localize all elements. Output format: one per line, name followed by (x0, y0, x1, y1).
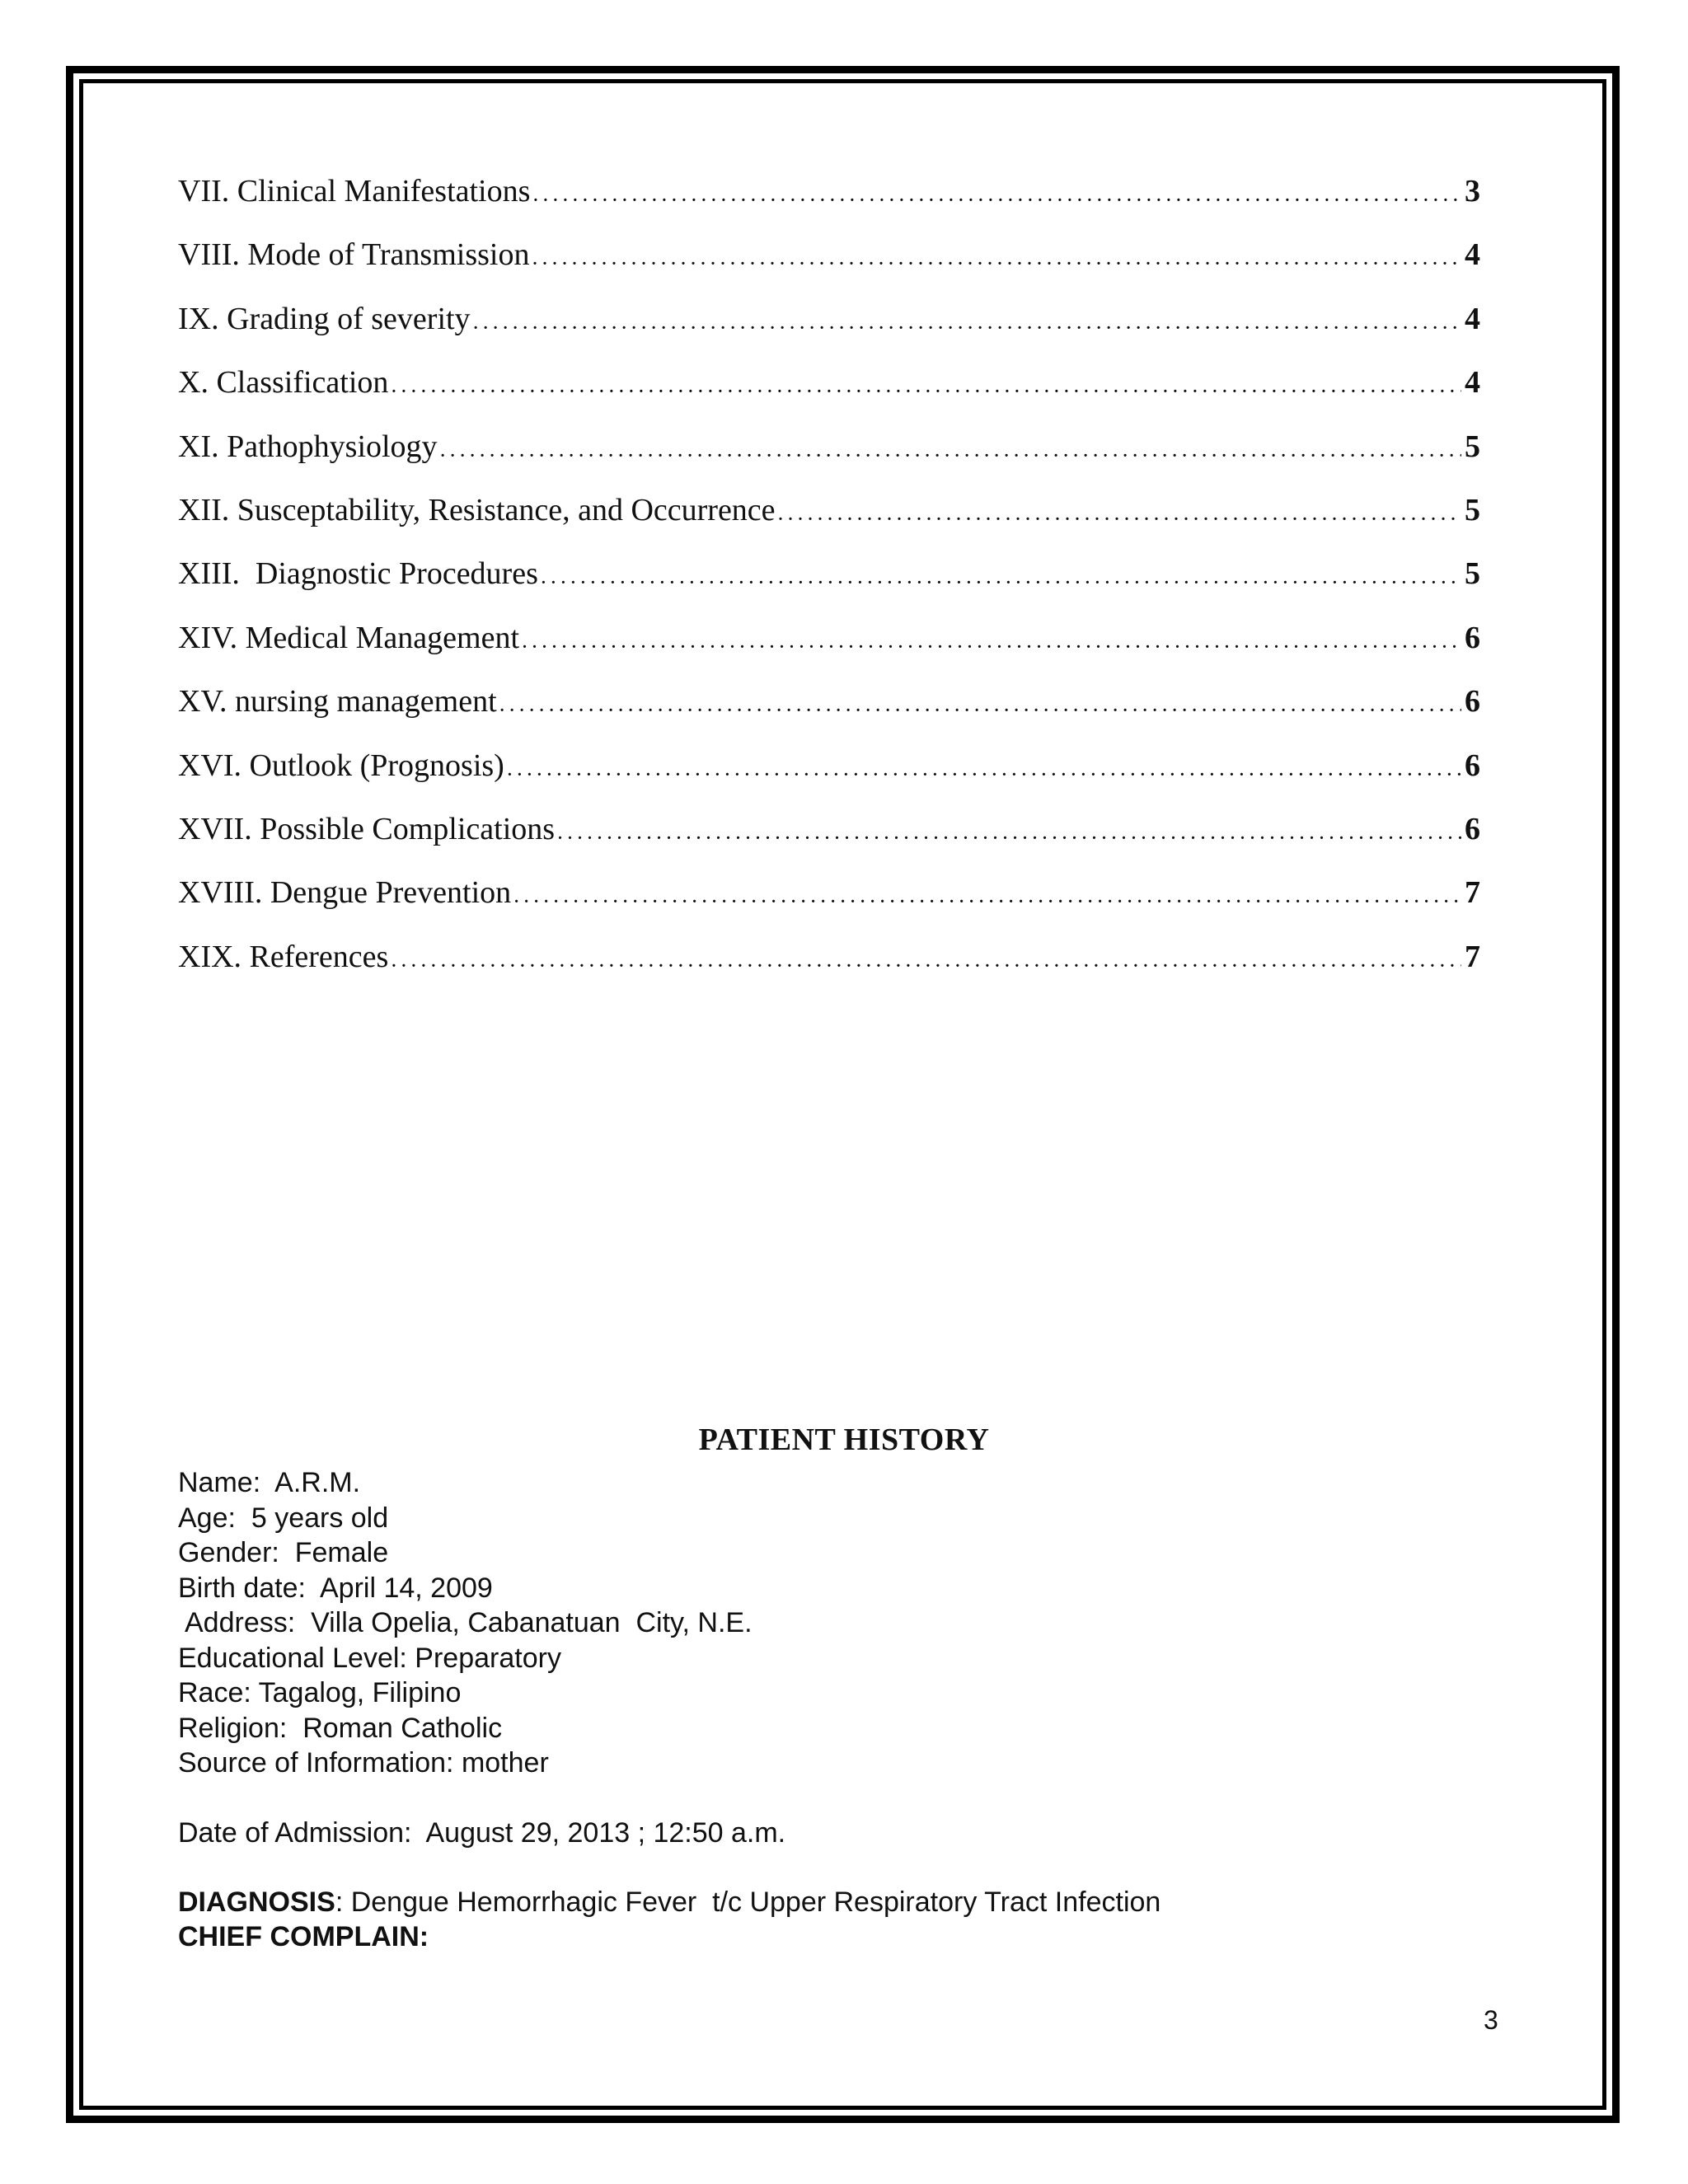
toc-entry-label: XV. nursing management (178, 684, 497, 719)
admission-date: Date of Admission: August 29, 2013 ; 12:50 a.m. (178, 1816, 786, 1849)
patient-birth-date: Birth date: April 14, 2009 (178, 1572, 493, 1604)
toc-entry-label: XVIII. Dengue Prevention (178, 875, 512, 911)
toc-entry-label: XIX. References (178, 939, 389, 974)
toc-entry (178, 363, 1480, 426)
toc-entry (178, 618, 1480, 682)
diagnosis-label: DIAGNOSIS (178, 1886, 335, 1918)
toc-entry-label: XVI. Outlook (Prognosis) (178, 748, 504, 783)
toc-dot-leader (558, 809, 1461, 854)
toc-entry-page: 6 (1465, 811, 1480, 846)
toc-entry-page: 6 (1465, 748, 1480, 783)
patient-address: Address: Villa Opelia, Cabanatuan City, N.E. (185, 1607, 753, 1638)
toc-entry-page: 4 (1465, 301, 1480, 336)
toc-entry (178, 235, 1480, 298)
toc-entry (178, 171, 1480, 235)
toc-entry (178, 299, 1480, 363)
toc-entry-page: 7 (1465, 875, 1480, 911)
page-number: 3 (1484, 2005, 1498, 2035)
toc-entry-label: X. Classification (178, 365, 389, 401)
toc-entry (178, 809, 1480, 873)
toc-entry (178, 937, 1480, 1001)
patient-race: Race: Tagalog, Filipino (178, 1677, 462, 1708)
toc-entry (178, 490, 1480, 554)
toc-entry-page: 7 (1465, 939, 1480, 974)
spacer (178, 1781, 1497, 1816)
toc-entry-label: XII. Susceptability, Resistance, and Occurrence (178, 492, 776, 527)
toc-entry-page: 4 (1465, 365, 1480, 401)
toc-dot-leader (779, 490, 1461, 535)
toc-entry-page: 6 (1465, 684, 1480, 719)
toc-dot-leader (532, 235, 1461, 279)
table-of-contents (178, 171, 1480, 1001)
patient-religion: Religion: Roman Catholic (178, 1712, 503, 1744)
toc-entry-page: 3 (1465, 174, 1480, 209)
toc-dot-leader (392, 363, 1461, 407)
chief-complaint-line (178, 1919, 1497, 1954)
toc-dot-leader (500, 682, 1461, 726)
patient-gender: Gender: Female (178, 1537, 389, 1568)
toc-entry-label: XI. Pathophysiology (178, 429, 438, 464)
toc-dot-leader (514, 873, 1461, 917)
toc-entry (178, 682, 1480, 745)
toc-dot-leader (508, 746, 1461, 790)
toc-dot-leader (474, 299, 1461, 344)
spacer (178, 1850, 1497, 1885)
patient-history-block (178, 1465, 1497, 1954)
toc-entry-label: VIII. Mode of Transmission (178, 237, 530, 273)
toc-entry-label: VII. Clinical Manifestations (178, 174, 531, 209)
toc-dot-leader (392, 937, 1461, 982)
toc-dot-leader (533, 171, 1461, 216)
toc-dot-leader (542, 554, 1461, 598)
diagnosis-line (178, 1885, 1497, 1919)
patient-age: Age: 5 years old (178, 1502, 389, 1534)
toc-dot-leader (441, 427, 1461, 471)
toc-entry-page: 5 (1465, 556, 1480, 592)
chief-complaint-label: CHIEF COMPLAIN: (178, 1921, 429, 1952)
toc-entry (178, 746, 1480, 809)
toc-entry-label: XIV. Medical Management (178, 620, 520, 655)
toc-entry-label: XVII. Possible Complications (178, 811, 556, 846)
toc-entry (178, 427, 1480, 490)
toc-entry (178, 873, 1480, 936)
diagnosis-value: : Dengue Hemorrhagic Fever t/c Upper Respiratory Tract Infection (335, 1886, 1161, 1918)
patient-education: Educational Level: Preparatory (178, 1642, 561, 1674)
patient-name: Name: A.R.M. (178, 1467, 361, 1498)
toc-entry-label: XIII. Diagnostic Procedures (178, 556, 538, 592)
toc-entry-page: 5 (1465, 492, 1480, 527)
toc-entry-page: 5 (1465, 429, 1480, 464)
toc-entry-label: IX. Grading of severity (178, 301, 471, 336)
toc-entry-page: 6 (1465, 620, 1480, 655)
patient-history-heading: PATIENT HISTORY (698, 1422, 990, 1457)
toc-entry-page: 4 (1465, 237, 1480, 273)
toc-entry (178, 554, 1480, 617)
toc-dot-leader (523, 618, 1461, 663)
information-source: Source of Information: mother (178, 1747, 549, 1779)
